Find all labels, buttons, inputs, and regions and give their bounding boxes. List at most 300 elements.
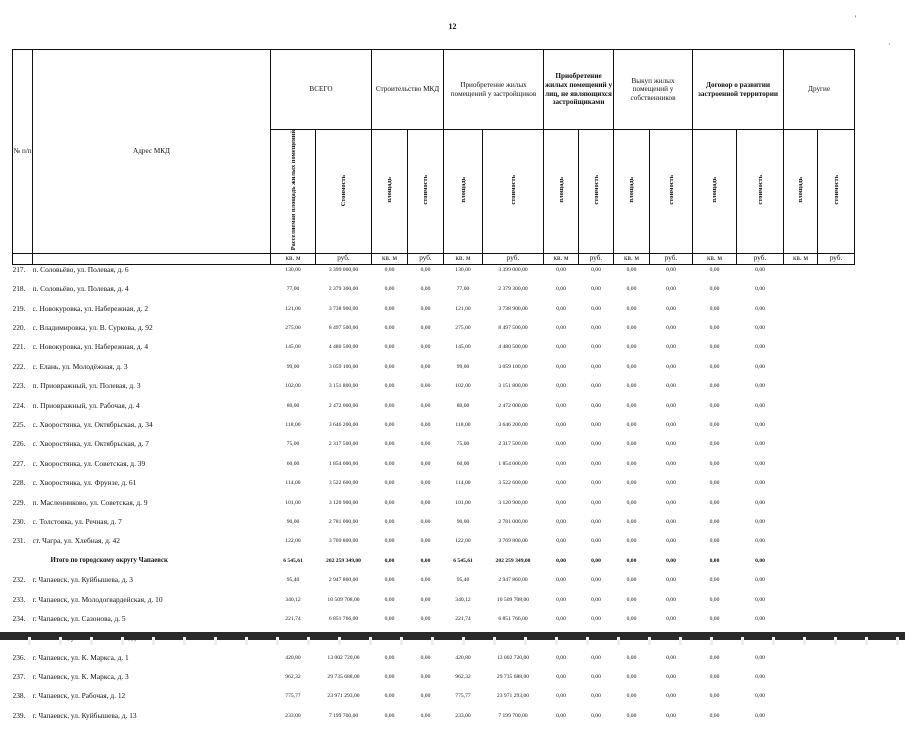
value-cell: 0,00 [666, 577, 676, 584]
address-cell: с. Хворостянка, ул. Фрунзе, д. 61 [32, 478, 137, 488]
row-number: 237. [12, 672, 26, 682]
unit-label: руб. [650, 253, 693, 264]
value-cell: 23 971 293,00 [327, 693, 360, 700]
value-cell: 114,00 [455, 480, 471, 487]
subheader-label: площадь [628, 177, 636, 203]
value-cell: 90,00 [456, 518, 470, 525]
table-row [13, 264, 855, 284]
row-number: 227. [12, 458, 26, 468]
address-cell: г. Чапаевск, ул. Куйбышева, д. 3 [32, 575, 133, 585]
empty-cell [818, 498, 855, 517]
value-cell: 6 851 766,00 [498, 615, 528, 622]
empty-cell [818, 439, 855, 458]
value-cell: 0,00 [591, 615, 601, 622]
value-cell: 29 735 688,00 [327, 674, 360, 681]
empty-cell [818, 691, 855, 710]
unit-label: кв. м [271, 253, 316, 264]
value-cell: 0,00 [666, 460, 676, 467]
value-cell: 3 059 100,00 [498, 363, 528, 370]
value-cell: 60,00 [456, 460, 470, 467]
value-cell: 0,00 [384, 480, 395, 487]
value-cell: 0,00 [709, 460, 720, 467]
value-cell: 0,00 [666, 422, 676, 429]
empty-cell [818, 711, 855, 730]
empty-cell [784, 575, 818, 594]
value-cell: 0,00 [626, 596, 637, 603]
table-row [13, 691, 855, 710]
value-cell: 145,00 [455, 344, 471, 351]
value-cell: 95,40 [456, 577, 470, 584]
address-cell: п. Соловьёво, ул. Полевая, д. 4 [32, 284, 129, 294]
table-row [13, 401, 855, 420]
row-number: 225. [12, 420, 26, 430]
value-cell: 0,00 [420, 596, 431, 603]
address-cell: п. Приовражный, ул. Полевая, д. 3 [32, 381, 141, 391]
value-cell: 2 317 500,00 [498, 441, 528, 448]
value-cell: 0,00 [420, 286, 431, 293]
empty-cell [784, 420, 818, 439]
value-cell: 0,00 [709, 596, 720, 603]
value-cell: 0,00 [556, 615, 566, 622]
value-cell: 3 738 900,00 [328, 305, 359, 312]
value-cell: 0,00 [556, 712, 566, 719]
value-cell: 8 497 500,00 [498, 325, 528, 332]
value-cell: 340,12 [455, 596, 471, 603]
empty-cell [784, 672, 818, 691]
value-cell: 2 379 300,00 [328, 286, 359, 293]
table-row [13, 323, 855, 342]
value-cell: 0,00 [709, 383, 720, 390]
value-cell: 102,00 [285, 383, 301, 390]
unit-label: кв. м [693, 253, 737, 264]
value-cell: 7 199 700,00 [498, 712, 528, 719]
value-cell: 0,00 [666, 499, 676, 506]
table-row [13, 459, 855, 478]
empty-cell [784, 342, 818, 361]
table-row [13, 498, 855, 517]
group-header-construction: Строительство МКД [372, 50, 444, 130]
value-cell: 0,00 [709, 402, 720, 409]
value-cell: 0,00 [556, 499, 566, 506]
value-cell: 0,00 [709, 499, 720, 506]
value-cell: 0,00 [591, 480, 601, 487]
value-cell: 130,00 [285, 266, 301, 273]
page-number: 12 [448, 22, 457, 31]
value-cell: 0,00 [556, 325, 566, 332]
table-row [13, 672, 855, 691]
value-cell: 0,00 [556, 383, 566, 390]
table-row [13, 342, 855, 361]
value-cell: 0,00 [755, 325, 765, 332]
value-cell: 0,00 [666, 596, 676, 603]
value-cell: 0,00 [591, 596, 601, 603]
value-cell: 233,00 [285, 712, 301, 719]
value-cell: 0,00 [384, 286, 395, 293]
subheader-label: площадь [386, 177, 393, 203]
value-cell: 2 947 860,00 [328, 577, 359, 584]
value-cell: 0,00 [666, 557, 676, 564]
address-cell: с. Толстовка, ул. Речная, д. 7 [32, 516, 122, 526]
value-cell: 0,00 [591, 577, 601, 584]
value-cell: 0,00 [556, 344, 566, 351]
value-cell: 0,00 [420, 441, 431, 448]
value-cell: 0,00 [556, 518, 566, 525]
subheader-label: стоимость [422, 175, 429, 205]
value-cell: 0,00 [626, 499, 637, 506]
subheader-label: площадь [557, 177, 565, 203]
value-cell: 221,74 [285, 615, 301, 622]
row-number: 230. [12, 516, 26, 526]
empty-cell [818, 614, 855, 633]
address-cell: г. Чапаевск, ул. Молодогвардейская, д. 10 [32, 594, 163, 604]
scan-mark: ' [855, 14, 857, 23]
subheader-label: стоимость [667, 175, 675, 205]
unit-label: кв. м [544, 253, 579, 264]
empty-cell [784, 304, 818, 323]
value-cell: 202 259 349,00 [326, 557, 361, 564]
value-cell: 60,00 [286, 460, 300, 467]
empty-cell [818, 401, 855, 420]
value-cell: 0,00 [556, 266, 566, 273]
unit-label: кв. м [784, 253, 818, 264]
value-cell: 0,00 [384, 615, 395, 622]
value-cell: 0,00 [384, 557, 395, 564]
unit-label: кв. м [444, 253, 483, 264]
row-number: 221. [12, 342, 26, 352]
value-cell: 0,00 [666, 305, 676, 312]
value-cell: 0,00 [556, 674, 566, 681]
value-cell: 0,00 [709, 518, 720, 525]
value-cell: 0,00 [591, 518, 601, 525]
empty-cell [818, 284, 855, 303]
value-cell: 0,00 [666, 363, 676, 370]
value-cell: 118,00 [285, 422, 301, 429]
value-cell: 3 399 000,00 [498, 266, 528, 273]
value-cell: 0,00 [420, 557, 431, 564]
value-cell: 0,00 [420, 344, 431, 351]
empty-cell [784, 653, 818, 672]
row-number: 217. [12, 264, 26, 274]
value-cell: 2 379 300,00 [498, 286, 528, 293]
value-cell: 0,00 [556, 305, 566, 312]
table-header [13, 50, 855, 265]
unit-label: руб. [818, 253, 855, 264]
value-cell: 0,00 [591, 305, 601, 312]
value-cell: 962,32 [285, 674, 301, 681]
value-cell: 0,00 [591, 383, 601, 390]
value-cell: 77,00 [456, 286, 470, 293]
value-cell: 0,00 [591, 363, 601, 370]
value-cell: 23 971 293,00 [496, 693, 530, 700]
table-row [13, 517, 855, 536]
value-cell: 0,00 [755, 460, 765, 467]
row-number: 234. [12, 613, 26, 623]
value-cell: 0,00 [709, 325, 720, 332]
empty-cell [784, 401, 818, 420]
value-cell: 0,00 [591, 441, 601, 448]
value-cell: 0,00 [556, 654, 566, 661]
value-cell: 3 120 900,00 [498, 499, 528, 506]
value-cell: 0,00 [384, 344, 395, 351]
unit-label: руб. [579, 253, 614, 264]
value-cell: 0,00 [755, 363, 765, 370]
group-header-total: ВСЕГО [271, 50, 372, 130]
table-row [13, 595, 855, 614]
group-header-non-developers: Приобретение жилых помещений у лиц, не являющихся застройщиками [544, 50, 614, 130]
value-cell: 0,00 [709, 363, 720, 370]
value-cell: 0,00 [755, 518, 765, 525]
value-cell: 0,00 [420, 480, 431, 487]
value-cell: 0,00 [626, 344, 637, 351]
value-cell: 90,00 [286, 518, 300, 525]
empty-cell [818, 575, 855, 594]
value-cell: 2 472 000,00 [498, 402, 528, 409]
table-row [13, 711, 855, 730]
address-cell: с. Елань, ул. Молодёжная, д. 3 [32, 361, 128, 371]
value-cell: 0,00 [591, 402, 601, 409]
empty-cell [784, 556, 818, 575]
unit-label: кв. м [372, 253, 408, 264]
row-number: 238. [12, 691, 26, 701]
value-cell: 0,00 [755, 441, 765, 448]
value-cell: 0,00 [384, 305, 395, 312]
empty-cell [818, 362, 855, 381]
row-number: 219. [12, 303, 26, 313]
empty-cell [818, 459, 855, 478]
subheader-cell [316, 130, 372, 254]
value-cell: 0,00 [420, 577, 431, 584]
value-cell: 0,00 [755, 674, 765, 681]
value-cell: 114,00 [285, 480, 301, 487]
value-cell: 0,00 [420, 383, 431, 390]
value-cell: 0,00 [420, 325, 431, 332]
address-cell: с. Хворостянка, ул. Советская, д. 39 [32, 458, 146, 468]
subheader-cell [372, 130, 408, 254]
value-cell: 0,00 [755, 596, 765, 603]
value-cell: 0,00 [556, 557, 566, 564]
value-cell: 0,00 [709, 441, 720, 448]
value-cell: 0,00 [556, 286, 566, 293]
value-cell: 0,00 [384, 596, 395, 603]
empty-cell [784, 284, 818, 303]
table-row [13, 478, 855, 497]
address-cell: г. Чапаевск, ул. Куйбышева, д. 13 [32, 710, 137, 720]
value-cell: 3 738 900,00 [498, 305, 528, 312]
value-cell: 29 735 688,00 [496, 674, 530, 681]
value-cell: 0,00 [384, 460, 395, 467]
subheader-cell [444, 130, 483, 254]
value-cell: 0,00 [591, 693, 601, 700]
value-cell: 0,00 [420, 422, 431, 429]
row-number: 223. [12, 381, 26, 391]
row-number: 231. [12, 536, 26, 546]
row-number: 229. [12, 497, 26, 507]
table-row [13, 304, 855, 323]
empty-cell [784, 459, 818, 478]
value-cell: 77,00 [286, 286, 300, 293]
value-cell: 0,00 [420, 674, 431, 681]
table-row [13, 362, 855, 381]
value-cell: 0,00 [626, 712, 637, 719]
subheader-label: стоимость [756, 175, 764, 205]
units-spacer [13, 253, 33, 264]
address-cell: с. Новокуровка, ул. Набережная, д. 2 [32, 303, 149, 313]
empty-cell [818, 381, 855, 400]
empty-cell [784, 323, 818, 342]
unit-label: руб. [316, 253, 372, 264]
address-cell: с. Владимировка, ул. В. Суркова, д. 92 [32, 323, 153, 333]
empty-cell [784, 517, 818, 536]
value-cell: 0,00 [626, 518, 637, 525]
row-number: 222. [12, 361, 26, 371]
value-cell: 3 151 800,00 [498, 383, 528, 390]
subheader-cell [784, 130, 818, 254]
value-cell: 13 002 720,00 [327, 654, 360, 661]
value-cell: 0,00 [556, 363, 566, 370]
address-header: Адрес МКД [33, 50, 271, 254]
row-number: 236. [12, 652, 26, 662]
empty-cell [818, 556, 855, 575]
value-cell: 0,00 [420, 305, 431, 312]
value-cell: 0,00 [384, 538, 395, 545]
value-cell: 420,80 [455, 654, 471, 661]
table-row [13, 381, 855, 400]
empty-cell [818, 264, 855, 284]
value-cell: 0,00 [556, 693, 566, 700]
address-cell: с. Хворостянка, ул. Октябрьская, д. 34 [32, 420, 153, 430]
table-row [13, 439, 855, 458]
empty-cell [784, 498, 818, 517]
value-cell: 0,00 [626, 441, 637, 448]
value-cell: 1 854 000,00 [328, 460, 359, 467]
value-cell: 102,00 [455, 383, 471, 390]
value-cell: 75,00 [286, 441, 300, 448]
value-cell: 0,00 [666, 538, 676, 545]
value-cell: 0,00 [556, 577, 566, 584]
value-cell: 2 781 000,00 [328, 518, 359, 525]
value-cell: 0,00 [755, 615, 765, 622]
value-cell: 6 851 766,00 [328, 615, 359, 622]
value-cell: 0,00 [591, 538, 601, 545]
value-cell: 0,00 [755, 266, 765, 273]
empty-cell [784, 691, 818, 710]
row-number: 220. [12, 323, 26, 333]
value-cell: 0,00 [420, 615, 431, 622]
value-cell: 202 259 349,00 [495, 557, 531, 564]
value-cell: 0,00 [384, 325, 395, 332]
empty-cell [818, 517, 855, 536]
address-cell: г. Чапаевск, ул. Рабочая, д. 12 [32, 691, 126, 701]
value-cell: 0,00 [384, 266, 395, 273]
value-cell: 0,00 [755, 577, 765, 584]
value-cell: 13 002 720,00 [496, 654, 530, 661]
value-cell: 0,00 [420, 402, 431, 409]
address-cell: г. Чапаевск, ул. К. Маркса, д. 1 [32, 652, 129, 662]
empty-cell [818, 653, 855, 672]
value-cell: 6 545,61 [453, 557, 473, 564]
unit-label: кв. м [614, 253, 650, 264]
value-cell: 0,00 [755, 499, 765, 506]
group-header-other: Другие [784, 50, 855, 130]
value-cell: 0,00 [556, 596, 566, 603]
value-cell: 0,00 [755, 422, 765, 429]
value-cell: 3 646 200,00 [328, 422, 359, 429]
value-cell: 8 497 500,00 [328, 325, 359, 332]
value-cell: 80,00 [286, 402, 300, 409]
value-cell: 0,00 [591, 460, 601, 467]
value-cell: 0,00 [626, 266, 637, 273]
value-cell: 2 947 860,00 [498, 577, 528, 584]
unit-label: руб. [408, 253, 444, 264]
value-cell: 122,00 [285, 538, 301, 545]
row-number [13, 556, 33, 575]
address-cell: Итого по городскому округу Чапаевск [50, 556, 168, 564]
value-cell: 0,00 [591, 325, 601, 332]
value-cell: 2 781 000,00 [498, 518, 528, 525]
value-cell: 0,00 [420, 518, 431, 525]
value-cell: 0,00 [591, 674, 601, 681]
value-cell: 0,00 [709, 480, 720, 487]
empty-cell [818, 672, 855, 691]
value-cell: 0,00 [420, 363, 431, 370]
value-cell: 0,00 [591, 422, 601, 429]
subheader-label: площадь [797, 177, 805, 203]
value-cell: 0,00 [755, 305, 765, 312]
value-cell: 0,00 [384, 402, 395, 409]
value-cell: 2 317 500,00 [328, 441, 359, 448]
value-cell: 0,00 [709, 422, 720, 429]
value-cell: 0,00 [384, 712, 395, 719]
value-cell: 0,00 [755, 712, 765, 719]
value-cell: 775,77 [455, 693, 471, 700]
value-cell: 0,00 [709, 577, 720, 584]
value-cell: 0,00 [626, 383, 637, 390]
value-cell: 0,00 [556, 422, 566, 429]
value-cell: 0,00 [755, 344, 765, 351]
group-header-development: Договор о развитии застроенной территории [693, 50, 784, 130]
value-cell: 340,12 [285, 596, 301, 603]
table-row [13, 653, 855, 672]
subheader-cell [271, 130, 316, 254]
value-cell: 0,00 [626, 480, 637, 487]
value-cell: 0,00 [755, 286, 765, 293]
value-cell: 75,00 [456, 441, 470, 448]
subheader-cell [650, 130, 693, 254]
value-cell: 118,00 [455, 422, 471, 429]
value-cell: 0,00 [591, 712, 601, 719]
value-cell: 0,00 [666, 480, 676, 487]
empty-cell [784, 264, 818, 284]
value-cell: 0,00 [384, 654, 395, 661]
value-cell: 0,00 [709, 674, 720, 681]
value-cell: 275,00 [285, 325, 301, 332]
address-cell: п. Масленниково, ул. Советская, д. 9 [32, 497, 148, 507]
row-number: 228. [12, 478, 26, 488]
empty-cell [784, 536, 818, 555]
subheader-cell [818, 130, 855, 254]
empty-cell [818, 595, 855, 614]
value-cell: 0,00 [755, 654, 765, 661]
housing-table [12, 49, 855, 730]
value-cell: 0,00 [709, 693, 720, 700]
value-cell: 0,00 [626, 460, 637, 467]
value-cell: 0,00 [626, 402, 637, 409]
unit-label: руб. [483, 253, 544, 264]
value-cell: 0,00 [709, 712, 720, 719]
table-body [13, 264, 855, 730]
value-cell: 0,00 [666, 325, 676, 332]
value-cell: 0,00 [420, 538, 431, 545]
